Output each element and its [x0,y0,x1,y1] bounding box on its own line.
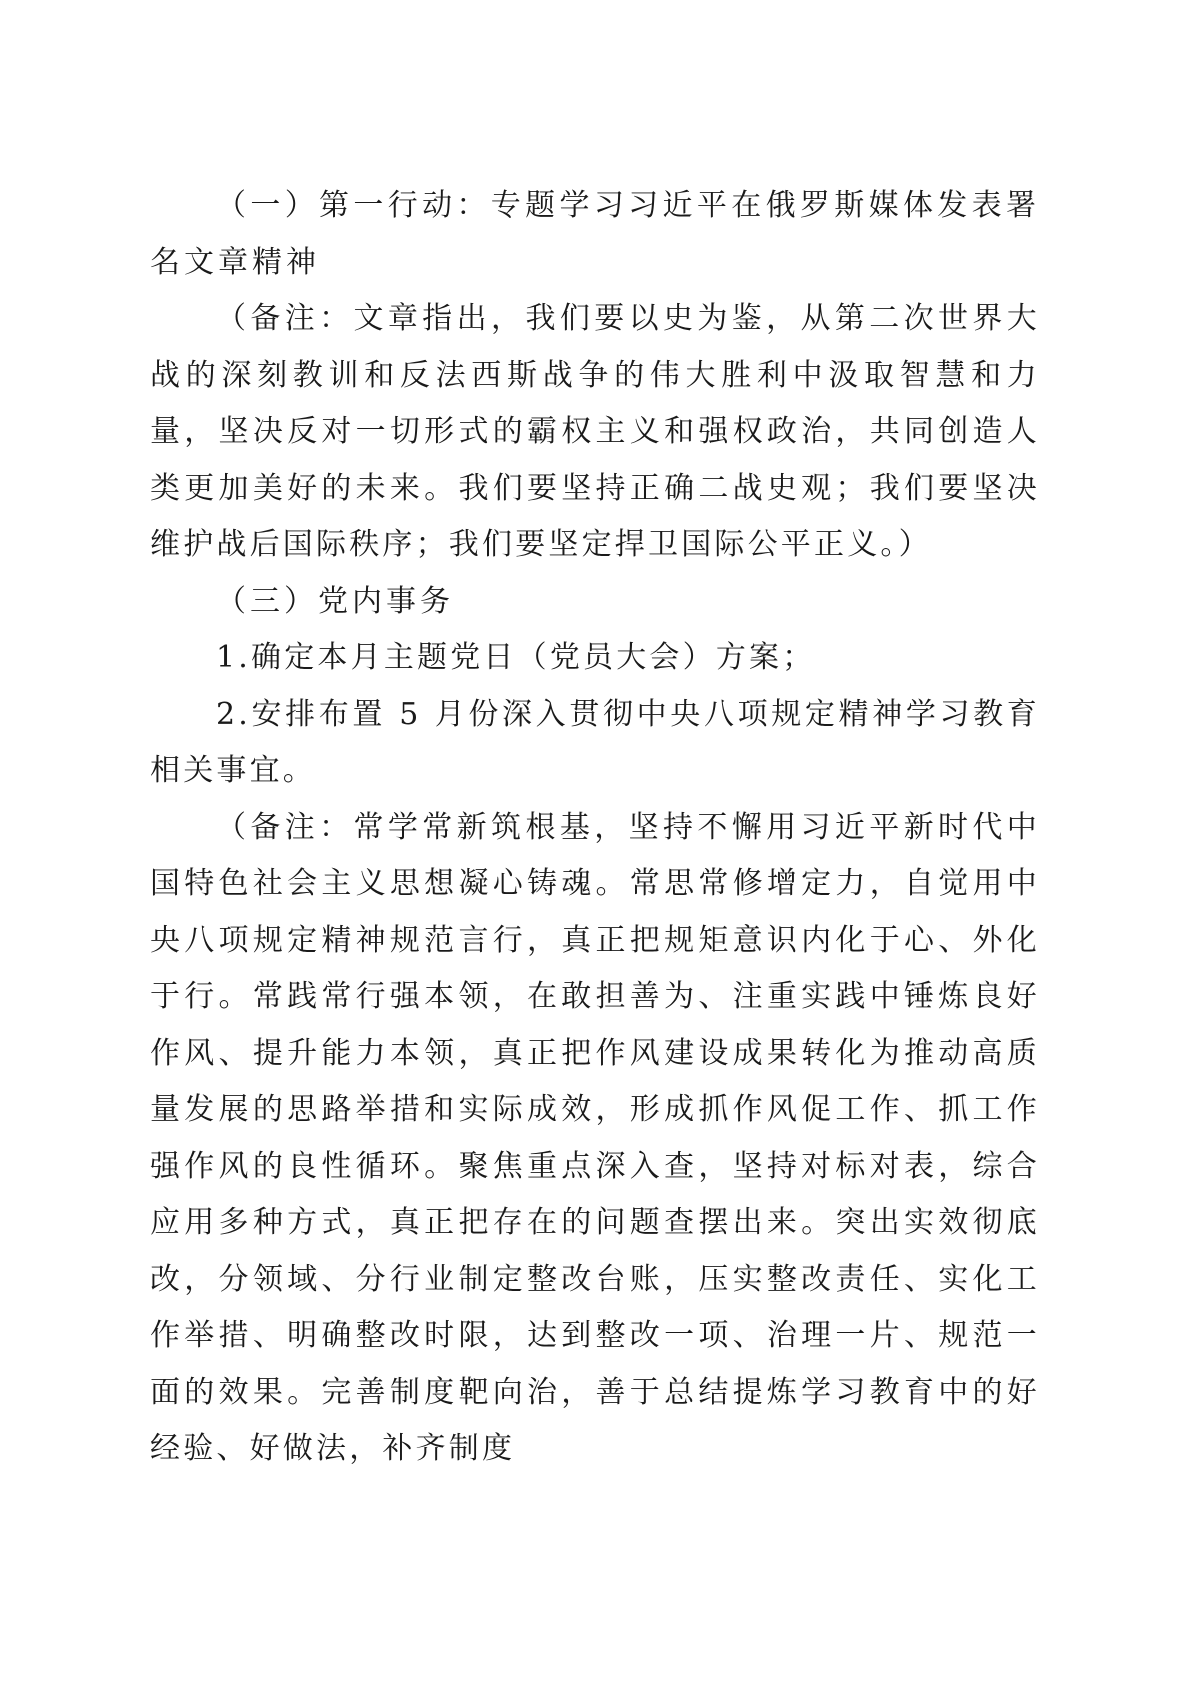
note-paragraph-party-education: （备注：常学常新筑根基，坚持不懈用习近平新时代中国特色社会主义思想凝心铸魂。常思常修增定力，自觉用中央八项规定精神规范言行，真正把规矩意识内化于心、外化于行。常践常行强本领，在敢担善为、注重实践中锤炼良好作风、提升能力本领，真正把作风建设成果转化为推动高质量发展的思路举措和实际成效，形成抓作风促工作、抓工作强作风的良性循环。聚焦重点深入查，坚持对标对表，综合应用多种方式，真正把存在的问题查摆出来。突出实效彻底改，分领域、分行业制定整改台账，压实整改责任、实化工作举措、明确整改时限，达到整改一项、治理一片、规范一面的效果。完善制度靶向治，善于总结提炼学习教育中的好经验、好做法，补齐制度 [150,809,1040,1466]
list-item-1: 1.确定本月主题党日（党员大会）方案； [216,640,816,675]
list-item-2: 2.安排布置 5 月份深入贯彻中央八项规定精神学习教育相关事宜。 [150,696,1040,788]
note-paragraph-article: （备注：文章指出，我们要以史为鉴，从第二次世界大战的深刻教训和反法西斯战争的伟大胜利中汲取智慧和力量，坚决反对一切形式的霸权主义和强权政治，共同创造人类更加美好的未来。我们要坚持正确二战史观；我们要坚决维护战后国际秩序；我们要坚定捍卫国际公平正义。） [150,301,1040,562]
section-heading-first-action: （一）第一行动：专题学习习近平在俄罗斯媒体发表署名文章精神 [150,188,1040,280]
section-heading-party-affairs: （三）党内事务 [216,583,454,619]
document-body [150,178,1040,1478]
